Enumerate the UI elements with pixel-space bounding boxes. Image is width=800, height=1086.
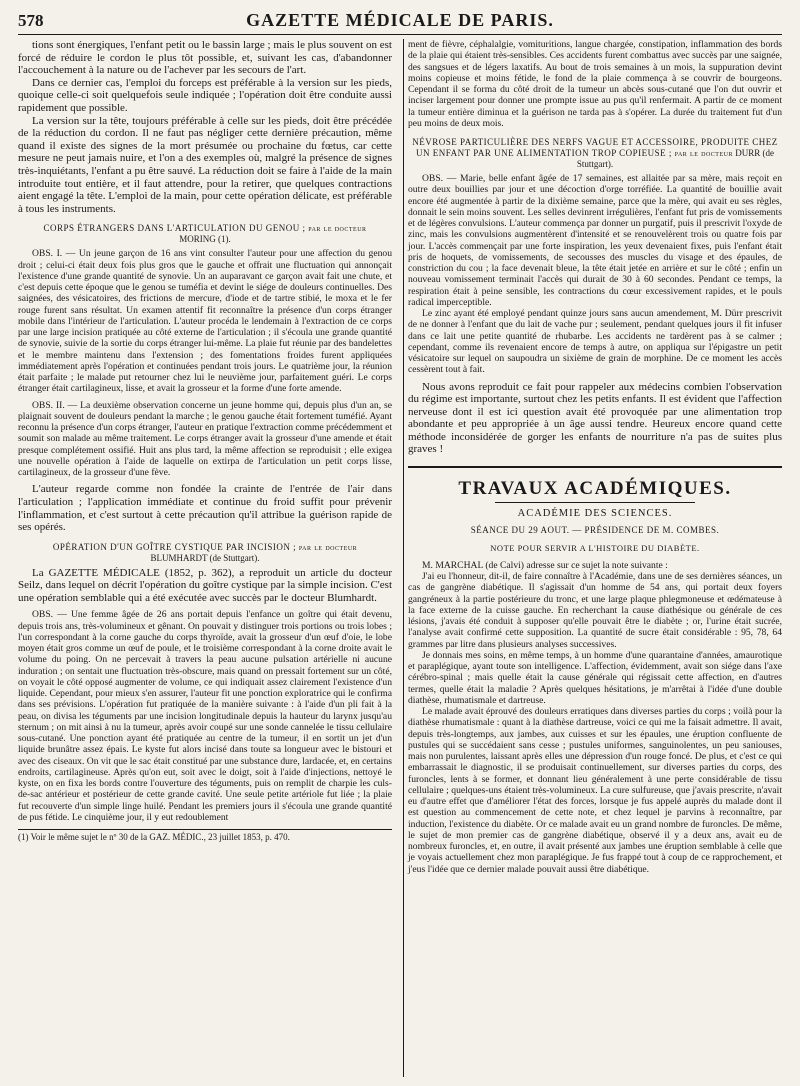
paragraph: La GAZETTE MÉDICALE (1852, p. 362), a reproduit un article du docteur Seilz, dans lequel on décrit l'opération du goître cystique par la simple incision. C'est une opération semblable qui a été exécutée avec succès par le docteur Blumhardt. (18, 566, 392, 604)
paragraph: tions sont énergiques, l'enfant petit ou le bassin large ; mais le plus souvent on est forcé de réduire le cordon le plus tôt possible, et, suivant les cas, d'abandonner l'accouchement à la nature ou de l'achever par les secours de l'art. (18, 39, 392, 77)
paragraph: L'auteur regarde comme non fondée la crainte de l'entrée de l'air dans l'articulation ; l'application immédiate et continue du froid suffit pour prévenir l'inflammation, et c'est surtout à cette précaution qu'il attribue la guérison rapide de ses opérés. (18, 483, 392, 534)
paragraph: Le zinc ayant été employé pendant quinze jours sans aucun amendement, M. Dürr prescrivit de ne donner à l'enfant que du lait de vache pur ; seulement, pendant quelques jours il fit infuser dans ce lait une petite quantité de rhubarbe. Les accidents ne tardèrent pas à se calmer ; cependant, comme ils revenaient encore de temps à autre, on appliqua sur l'épigastre un petit vésicatoire sur lequel on saupoudra un sixième de grain de morphine. De ce moment les accès cessèrent tout à fait. (408, 308, 782, 376)
paragraph: La version sur la tête, toujours préférable à celle sur les pieds, doit être précédée de la réduction du cordon. Il ne faut pas négliger cette dernière précaution, même quand il existe des signes de la mort présumée ou prochaine du fœtus, car cette mesure ne peut jamais nuire, et l'on a des exemples où, malgré la présence de signes très-inquiétants, l'enfant a pu être sauvé. La réduction doit se faire à l'aide de la main introduite tout entière, et il faut attendre, pour la retirer, que quelques contractions aient engagé la tête. L'emploi de la main, pour cette opération délicate, est préférable à tous les instruments. (18, 114, 392, 215)
left-column (18, 39, 400, 1077)
session-heading: SÉANCE DU 29 AOUT. — PRÉSIDENCE DE M. COMBES. (470, 525, 720, 536)
page-number: 578 (18, 11, 44, 30)
columns (18, 39, 782, 1077)
paragraph: Dans ce dernier cas, l'emploi du forceps est préférable à la version sur les pieds, quoique celle-ci soit quelquefois seule indiquée ; l'opération doit être conduite aussi rapidement que possible. (18, 76, 392, 114)
note-heading: NOTE POUR SERVIR A L'HISTOIRE DU DIABÈTE. (490, 542, 700, 553)
paragraph: J'ai eu l'honneur, dit-il, de faire connaître à l'Académie, dans une de ses dernières séances, un cas de gangrène diabétique. Il s'agissait d'un homme de 54 ans, qui portait deux foyers gangréneux à la partie postérieure du tronc, et une large plaque phlegmoneuse et œdémateuse à la face externe de la cuisse gauche. En recherchant la cause diathésique ou générale de ces lésions, j'avais été conduit à supposer qu'elle pouvait être le diabète ; or, l'urine était sucrée, l'analyse avait confirmé cette supposition. La quantité de sucre était considérable : 95, 78, 64 grammes par litre dans plusieurs analyses successives. (408, 571, 782, 650)
paragraph: M. MARCHAL (de Calvi) adresse sur ce sujet la note suivante : (422, 559, 668, 571)
right-column (400, 39, 782, 1077)
paragraph: OBS. II. — La deuxième observation concerne un jeune homme qui, depuis plus d'un an, se plaignait souvent de douleurs pendant la marche ; le genou gauche était fortement tuméfié. Ayant reconnu la présence d'un corps étranger, l'auteur en pratique l'extraction comme précédemment et soumit son malade au même traitement. Le corps étranger avait la grosseur d'une amende et était presque complétement ossifié. Huit ans plus tard, la même affection se reproduisit ; elle exigea une nouvelle opération à l'aide de laquelle on extirpa de l'articulation un petit corps lisse, cartilagineux, de la grosseur d'une fève. (18, 399, 392, 479)
section-heading: CORPS ÉTRANGERS DANS L'ARTICULATION DU GENOU ; par le docteur MORING (1). (43, 223, 367, 245)
page-header (18, 10, 782, 35)
paragraph: ment de fièvre, céphalalgie, vomituritions, langue chargée, constipation, inflammation des bords de la plaie qui étaient très-sensibles. Ces accidents furent combattus avec succès par une saignée, des sangsues et de légers laxatifs. Au bout de trois semaines à un mois, la suppuration devint moins copieuse et moins fétide, le fond de la plaie commença à se couvrir de bourgeons. Cependant il se forma du côté droit de la tumeur un abcès sous-cutané que l'on dut ouvrir et inciser largement pour donner une prompte issue au pus qu'il renfermait. A partir de ce moment la tumeur entière diminua et la guérison ne tarda pas à s'opérer. La durée du traitement fut d'un peu moins de deux mois. (408, 39, 782, 129)
academic-section (408, 466, 782, 875)
paragraph: Nous avons reproduit ce fait pour rappeler aux médecins combien l'observation du régime est importante, surtout chez les petits enfants. Il est évident que l'affection nerveuse dont il est ici question avait été provoquée par une alimentation trop abondante et peu appropriée à un âge aussi tendre. Heureux encore quand cette méthode inconsidérée de gorger les enfants de nourriture n'a pas de suites plus graves ! (408, 380, 782, 456)
section-heading: NÉVROSE PARTICULIÈRE DES NERFS VAGUE ET ACCESSOIRE, PRODUITE CHEZ UN ENFANT PAR UNE ALIMENTATION TROP COPIEUSE ; par le docteur DURR (de Stuttgart). (412, 137, 778, 169)
paragraph: OBS. — Marie, belle enfant âgée de 17 semaines, est allaitée par sa mère, mais reçoit en outre deux bouillies par jour et une décoction d'orge torréfiée. La quantité de bouillie avait encore été augmentée à partir de la dixième semaine, parce que la mère, qui avait eu ses règles, donnait le sein moins souvent. Les selles devinrent irrégulières, l'enfant fut pris de vomissements et de légères convulsions. L'auteur commença par donner un purgatif, puis il prescrivit l'oxyde de zinc, mais les convulsions augmentèrent d'intensité et se renouvelèrent trois ou quatre fois par jour. L'accès commençait par une forte inspiration, les yeux devenaient fixes, puis l'enfant était pris de hoquets, de vomissements, de secousses des muscles du visage et des épaules, de constriction du cou ; la face devenait bleue, la tête était jetée en arrière et sur le côté ; enfin un nouveau vomissement terminait l'accès qui durait de 30 à 60 secondes. Pendant ce temps, la respiration était à peine sensible, les contractions du cœur excessivement rapides, et le pouls radical imperceptible. (408, 173, 782, 308)
paragraph: Le malade avait éprouvé des douleurs erratiques dans diverses parties du corps ; voilà pour la diathèse rhumatismale : quant à la diathèse dartreuse, voici ce qui me la faisait admettre. Il avait, depuis très-longtemps, aux jambes, aux cuisses et sur les épaules, une éruption confluente de pustules qui se succédaient sans cesse ; pustules uniformes, sanguinolentes, un peu saniouses, mais non purulentes, laissant après elles une dépression d'un rouge foncé. De plus, et c'est ce qui embarrassait le diagnostic, il se produisait continuellement, sur diverses parties du corps, des furoncles, lents à se former, et donnant lieu généralement à une perte considérable de tissu cellulaire ; quelques-uns étaient très-volumineux. La cure sulfureuse, que j'avais prescrite, n'avait eu d'autre effet que d'améliorer l'état des forces, lorsque je fus appelé auprès du malade dont il est question au commencement de cette note, et chez lequel je parvins à reconnaître, par induction, l'existence du diabète. Or ce malade avait eu un grand nombre de furoncles. De même, le sujet de mon premier cas de gangrène diabétique, observé il y a deux ans, avait eu de nombreux furoncles, et, en outre, il avait présenté aux jambes une éruption semblable à celle que je voyais actuellement chez mon paraplégique. Je fus frappé tout à coup de ce rapprochement, et j'eus l'idée que ce dernier malade pouvait aussi être diabétique. (408, 706, 782, 875)
section-title: TRAVAUX ACADÉMIQUES. (458, 478, 732, 500)
footnote: (1) Voir le même sujet le nº 30 de la GAZ. MÉDIC., 23 juillet 1853, p. 470. (18, 829, 392, 843)
journal-title: GAZETTE MÉDICALE DE PARIS. (246, 10, 554, 30)
paragraph: OBS. — Une femme âgée de 26 ans portait depuis l'enfance un goître qui était devenu, depuis trois ans, très-volumineux et gênant. On pouvait y distinguer trois portions ou trois lobes ; l'un correspondant à la corne gauche du corps thyroïde, avait la grosseur d'un œuf d'oie, le lobe moyen était gros comme un œuf de poule, et le troisième correspondant à la corne droite avait le volume du poing. On ne percevait à travers la peau aucune pulsation artérielle ni aucune induration ; on sentait une fluctuation très-obscure, mais quand on pressait fortement sur un côté, on voyait le côté opposé augmenter de volume, ce qui indiquait assez clairement l'existence d'un liquide. Cependant, pour mieux s'en assurer, l'auteur fit une ponction exploratrice qui le confirma dans ses prévisions. L'opération fut pratiquée de la manière suivante : à l'aide d'un pli fait à la peau, on divisa les téguments par une incision longitudinale depuis la hauteur du larynx jusqu'au sternum ; on mit ainsi à nu la tumeur, après avoir coupé sur une sonde cannelée le tissu cellulaire sous-cutané. Une ponction ayant été pratiquée au centre de la tumeur, il en sortit un jet d'un liquide brunâtre assez épais. Le kyste fut alors incisé dans toute sa longueur avec le bistouri et avec des ciseaux. On vit que le sac était constitué par une substance dure, lardacée, et, en certains endroits, cartilagineuse. Après qu'on eut, soit avec le doigt, soit à l'aide d'injections, nettoyé le kyste, on en fixa les bords contre l'ouverture des téguments, puis on remplit de charpie les culs-de-sac antérieur et postérieur de cette grande cavité. Une seule petite artériole fut liée ; la plaie fut recouverte d'un simple linge huilé. Pendant les premiers jours il s'écoula une grande quantité de pus fétide. Le cinquième jour, il y eut redoublement (18, 609, 392, 823)
section-heading: OPÉRATION D'UN GOÎTRE CYSTIQUE PAR INCISION ; par le docteur BLUMHARDT (de Stuttgart). (52, 541, 358, 563)
paragraph: Je donnais mes soins, en même temps, à un homme d'une quarantaine d'années, amaurotique et paraplégique, ayant toute son intelligence. L'affection, évidemment, avait son siége dans l'axe cérébro-spinal ; mais quelle était la cause générale qui régissait cette affection, en d'autres termes, quelle était la maladie ? Après quelques hésitations, je m'arrêtai à l'idée d'une double diathèse, rhumatismale et dartreuse. (408, 649, 782, 706)
column-rule (403, 39, 404, 1077)
academy-heading: ACADÉMIE DES SCIENCES. (517, 508, 673, 520)
divider (495, 502, 695, 503)
paragraph: OBS. I. — Un jeune garçon de 16 ans vint consulter l'auteur pour une affection du genou droit ; celui-ci était deux fois plus gros que le gauche et offrait une fluctuation qui annonçait l'existence d'une grande quantité de synovie. Un an auparavant ce garçon avait fait une chute, et c'est depuis cette époque que le genou se tuméfia et devint le siége de douleurs continuelles. Des saignées, des vésicatoires, des frictions de mercure, d'iode et de tartre stibié, le moxa et le fer rouge furent sans résultat. Un examen attentif fit reconnaître la présence d'un corps étranger mobile dans l'intérieur de l'articulation. L'auteur procéda le lendemain à l'extraction de ce corps par une large incision pratiquée au côté externe de l'articulation ; il s'écoula une grande quantité de synovie, suivie de la sortie du corps étranger lui-même. La plaie fut réunie par des bandelettes et le membre maintenu dans l'extension ; des fomentations froides furent appliquées immédiatement après l'opération et continuées pendant trois jours. Le quatrième jour, la réunion était parfaite ; le malade put retourner chez lui le neuvième jour, parfaitement guéri. Le corps étranger était cartilagineux, lisse, et avait la grosseur et la forme d'une forte amende. (18, 248, 392, 395)
